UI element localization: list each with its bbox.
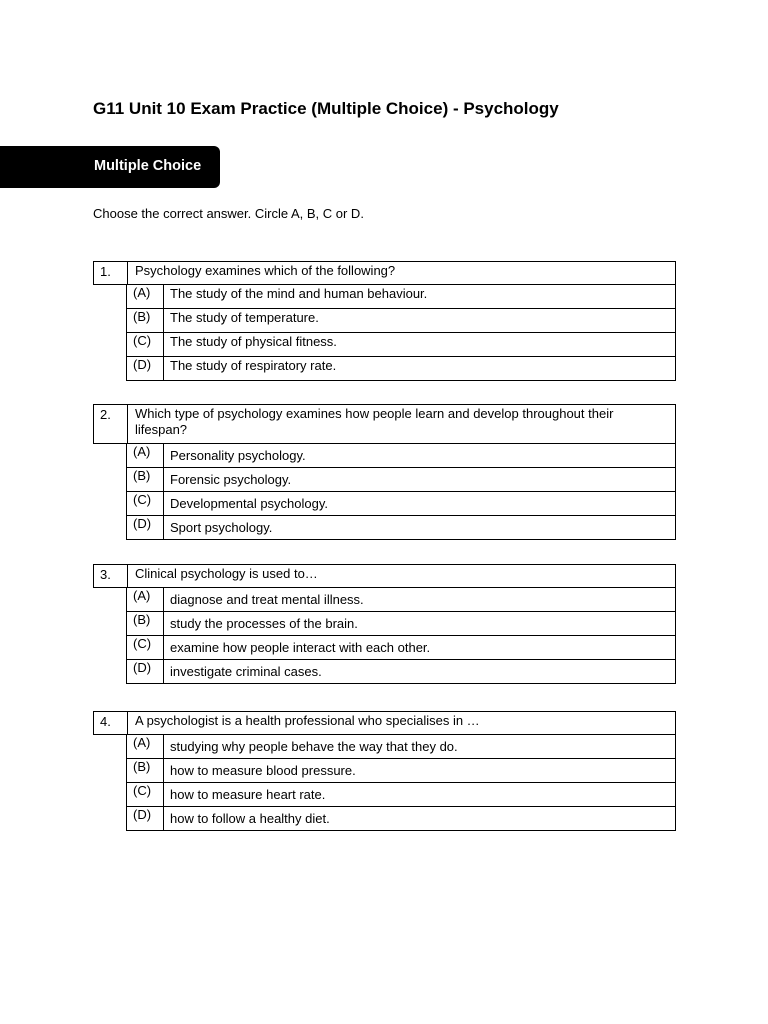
- option-text: The study of respiratory rate.: [170, 358, 337, 373]
- option-row-c[interactable]: [127, 333, 675, 357]
- option-row-c[interactable]: [127, 636, 675, 660]
- question-header: [93, 711, 676, 735]
- option-letter[interactable]: (D): [127, 357, 164, 380]
- option-text: how to follow a healthy diet.: [170, 811, 330, 826]
- question-number: 3.: [94, 565, 128, 587]
- option-text: diagnose and treat mental illness.: [170, 592, 364, 607]
- question-text: Clinical psychology is used to…: [135, 566, 318, 581]
- options-table: [126, 444, 676, 540]
- option-letter[interactable]: (C): [127, 636, 164, 659]
- option-text: The study of the mind and human behaviour.: [170, 286, 428, 301]
- option-row-d[interactable]: [127, 357, 675, 381]
- section-label: Multiple Choice: [94, 158, 202, 174]
- option-letter[interactable]: (B): [127, 759, 164, 782]
- question-header: [93, 564, 676, 588]
- option-letter[interactable]: (C): [127, 783, 164, 806]
- question-text: A psychologist is a health professional who specialises in …: [135, 713, 480, 728]
- option-row-a[interactable]: [127, 444, 675, 468]
- option-letter[interactable]: (C): [127, 492, 164, 515]
- option-letter[interactable]: (C): [127, 333, 164, 356]
- document-title: G11 Unit 10 Exam Practice (Multiple Choice) - Psychology: [93, 99, 559, 118]
- section-banner: [0, 146, 220, 188]
- instructions-text: Choose the correct answer. Circle A, B, C or D.: [93, 206, 364, 221]
- option-row-b[interactable]: [127, 309, 675, 333]
- option-row-b[interactable]: [127, 468, 675, 492]
- option-row-a[interactable]: [127, 588, 675, 612]
- question-text: Psychology examines which of the following?: [135, 263, 396, 278]
- option-text: how to measure heart rate.: [170, 787, 326, 802]
- question-number: 2.: [94, 405, 128, 443]
- option-text: Personality psychology.: [170, 448, 306, 463]
- question-1: [93, 261, 676, 381]
- option-row-b[interactable]: [127, 759, 675, 783]
- option-row-d[interactable]: [127, 807, 675, 831]
- option-text: investigate criminal cases.: [170, 664, 322, 679]
- option-letter[interactable]: (D): [127, 807, 164, 830]
- option-letter[interactable]: (B): [127, 309, 164, 332]
- question-number: 1.: [94, 262, 128, 284]
- option-letter[interactable]: (A): [127, 588, 164, 611]
- question-number: 4.: [94, 712, 128, 734]
- question-header: [93, 404, 676, 444]
- question-text: Which type of psychology examines how people learn and develop throughout their lifespan?: [135, 406, 614, 437]
- option-text: examine how people interact with each other.: [170, 640, 431, 655]
- question-header: [93, 261, 676, 285]
- options-table: [126, 735, 676, 831]
- option-letter[interactable]: (A): [127, 735, 164, 758]
- option-text: Developmental psychology.: [170, 496, 329, 511]
- option-letter[interactable]: (B): [127, 468, 164, 491]
- option-text: study the processes of the brain.: [170, 616, 358, 631]
- question-2: [93, 404, 676, 540]
- option-letter[interactable]: (A): [127, 285, 164, 308]
- option-text: The study of temperature.: [170, 310, 319, 325]
- option-row-c[interactable]: [127, 783, 675, 807]
- option-row-b[interactable]: [127, 612, 675, 636]
- option-row-a[interactable]: [127, 735, 675, 759]
- option-row-c[interactable]: [127, 492, 675, 516]
- options-table: [126, 588, 676, 684]
- option-text: The study of physical fitness.: [170, 334, 337, 349]
- option-letter[interactable]: (B): [127, 612, 164, 635]
- option-row-d[interactable]: [127, 516, 675, 540]
- option-text: how to measure blood pressure.: [170, 763, 356, 778]
- question-4: [93, 711, 676, 831]
- option-letter[interactable]: (D): [127, 660, 164, 683]
- option-text: studying why people behave the way that they do.: [170, 739, 458, 754]
- option-text: Forensic psychology.: [170, 472, 292, 487]
- option-text: Sport psychology.: [170, 520, 273, 535]
- question-3: [93, 564, 676, 684]
- option-row-d[interactable]: [127, 660, 675, 684]
- options-table: [126, 285, 676, 381]
- option-letter[interactable]: (D): [127, 516, 164, 539]
- option-row-a[interactable]: [127, 285, 675, 309]
- option-letter[interactable]: (A): [127, 444, 164, 467]
